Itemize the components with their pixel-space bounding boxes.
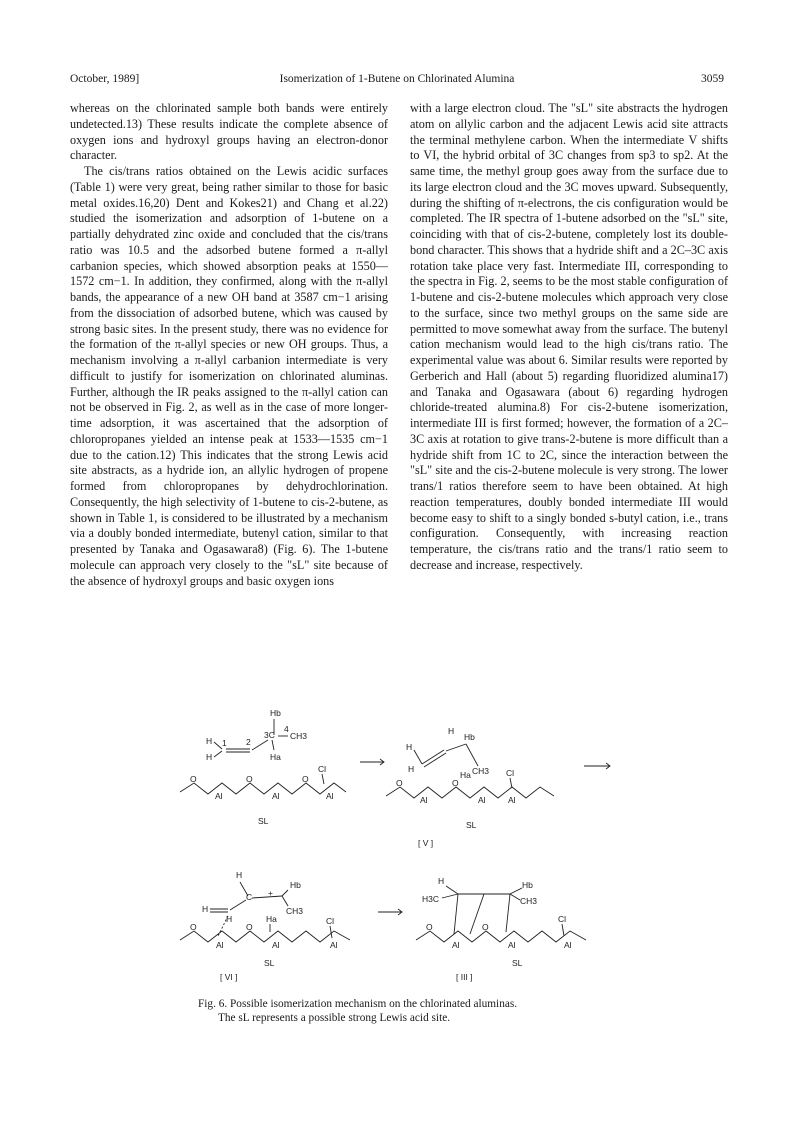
al-label: Al [216, 940, 224, 950]
mechanism-figure [170, 702, 640, 992]
structure-4 [416, 876, 586, 982]
struct1-c3-label: 3C [264, 730, 275, 740]
struct3-h-bottom: H [226, 914, 233, 924]
header-date: October, 1989] [70, 73, 140, 85]
struct1-c1-label: 1 [222, 738, 227, 748]
intermediate-iii-label: [ III ] [456, 972, 473, 982]
al-label: Al [272, 940, 280, 950]
struct2-h-top: H [448, 726, 455, 736]
al-label: Al [330, 940, 338, 950]
o-label: O [246, 922, 253, 932]
al-label: Al [564, 940, 572, 950]
right-paragraph-1: with a large electron cloud. The "sL" site abstracts the hydrogen atom on allylic carbon and the adjacent Lewis acid site attracts the terminal methylene carbon. When the intermediate V shifts to VI, the hybrid orbital of 3C changes from sp3 to sp2. At the same time, the methyl group goes away from the surface due to its large electron cloud and the 3C moves upward. Subsequently, during the shifting of π-electrons, the cis configuration would be completed. The IR spectra of 1-butene adsorbed on the "sL" site, coinciding with that of cis-2-butene, completely lost its double-bond character. This shows that a hydride shift and a 2C–3C axis rotation take place very fast. Intermediate III, corresponding to the spectra in Fig. 2, seems to be the most stable configuration of 1-butene and cis-2-butene molecules which approach very close to the surface, since two methyl groups on the same side are permitted to move somewhat away from the surface. The butenyl cation mechanism would lead to the high cis/trans ratio. The experimental value was about 6. Similar results were reported by Gerberich and Hall (about 5) regarding fluoridized alumina17) and Tanaka and Ogasawara (about 6) regarding hydrogen chloride-treated alumina.8) For cis-2-butene isomerization, intermediate III is first formed; however, the formation of a 2C–3C axis at rotation to give trans-2-butene is more difficult than a hydride shift from 1C to 2C, since the interaction between the "sL" site and the cis-2-butene molecule is very strong. The lower trans/1 ratios therefore seem to have been obtained. At high reaction temperatures, doubly bonded intermediate III would become easy to shift to a singly bonded s-butyl cation, i.e., trans configuration. Consequently, with increasing reaction temperature, the cis/trans ratio and the trans/1 ratio seem to decrease and increase, respectively. [410, 101, 728, 572]
struct3-cl: Cl [326, 916, 335, 926]
al-label: Al [508, 795, 516, 805]
o-label: O [452, 778, 459, 788]
struct1-h-bottom: H [206, 752, 213, 762]
al-label: Al [452, 940, 460, 950]
arrow-1 [360, 759, 384, 765]
struct2-hb-label: Hb [464, 732, 475, 742]
arrow-3 [378, 909, 402, 915]
o-label: O [482, 922, 489, 932]
struct1-c2-label: 2 [246, 737, 251, 747]
struct4-h3c: H3C [422, 894, 440, 904]
struct3-h-left: H [202, 904, 209, 914]
struct2-cl: Cl [506, 768, 515, 778]
o-label: O [246, 774, 253, 784]
figure-caption [198, 997, 618, 1025]
struct3-plus: + [268, 888, 273, 898]
o-label: O [426, 922, 433, 932]
struct3-ch3: CH3 [286, 906, 304, 916]
struct2-h-left: H [406, 742, 413, 752]
struct2-ch3: CH3 [472, 766, 490, 776]
left-paragraph-2: The cis/trans ratios obtained on the Lewis acidic surfaces (Table 1) were very great, being rather similar to those for basic metal oxides.16,20) Dent and Kokes21) and Chang et al.22) studied the isomerization and adsorption of 1-butene on a partially dehydrated zinc oxide and concluded that the cis/trans ratio was 10.5 and the adsorbed butene formed a π-allyl carbanion species, which showed absorption peaks at 1550—1572 cm−1. In addition, they confirmed, along with the π-allyl bands, the appearance of a new OH band at 3587 cm−1 arising from the dissociation of adsorbed butene, which was caused by strong basic sites. In the present study, there was no evidence for the formation of the π-allyl species or new OH groups. Thus, a mechanism involving a π-allyl carbanion intermediate is very difficult to justify for isomerization on chlorinated aluminas. Further, although the IR peaks assigned to the π-allyl cation can not be observed in Fig. 2, as well as in the case of more longer-time adsorption, it was ascertained that the adsorption of chloropropanes yielded an intense peak at 1533—1535 cm−1 due to the cation.12) This indicates that the strong Lewis acid site abstracts, as a hydride ion, an allylic hydrogen of propene formed from chloropropanes by dehydrochlorination. Consequently, the high selectivity of 1-butene to cis-2-butene, as shown in Table 1, is considered to be illustrated by a mechanism via a doubly bonded intermediate, butenyl cation, similar to that presented by Tanaka and Ogasawara8) (Fig. 6). The 1-butene molecule can approach very closely to the "sL" site because of the absence of hydroxyl groups and basic oxygen ions [70, 164, 388, 588]
al-label: Al [508, 940, 516, 950]
o-label: O [302, 774, 309, 784]
left-paragraph-1: whereas on the chlorinated sample both bands were entirely undetected.13) These results indicate the complete absence of oxygen ions and hydroxyl groups having an electron-donor character. [70, 101, 388, 163]
al-label: Al [420, 795, 428, 805]
caption-line-2: The sL represents a possible strong Lewis acid site. [218, 1012, 451, 1024]
struct1-cl: Cl [318, 764, 327, 774]
struct1-hb-label: Hb [270, 708, 281, 718]
struct3-hb-label: Hb [290, 880, 301, 890]
structure-2 [386, 726, 554, 848]
right-column [410, 101, 728, 574]
header-title: Isomerization of 1-Butene on Chlorinated Alumina [279, 73, 515, 85]
struct4-sl-label: SL [512, 958, 523, 968]
struct3-ha-label: Ha [266, 914, 277, 924]
caption-line-1: Fig. 6. Possible isomerization mechanism on the chlorinated aluminas. [198, 998, 518, 1010]
al-label: Al [326, 791, 334, 801]
al-label: Al [215, 791, 223, 801]
mechanism-diagram [170, 702, 640, 992]
intermediate-v-label: [ V ] [418, 838, 434, 848]
running-header [70, 73, 724, 89]
structure-1 [180, 708, 346, 826]
struct4-cl: Cl [558, 914, 567, 924]
arrow-2 [584, 763, 610, 769]
struct4-ch3: CH3 [520, 896, 538, 906]
o-label: O [190, 774, 197, 784]
page-number: 3059 [701, 73, 724, 85]
struct4-hb-label: Hb [522, 880, 533, 890]
struct4-h-left: H [438, 876, 445, 886]
left-column [70, 101, 388, 589]
struct1-c4-label: 4 [284, 724, 289, 734]
o-label: O [190, 922, 197, 932]
structure-3 [180, 870, 350, 982]
struct1-ha-label: Ha [270, 752, 281, 762]
o-label: O [396, 778, 403, 788]
intermediate-vi-label: [ VI ] [220, 972, 238, 982]
struct1-ch3: CH3 [290, 731, 308, 741]
struct2-h-left-bottom: H [408, 764, 415, 774]
struct3-sl-label: SL [264, 958, 275, 968]
struct2-sl-label: SL [466, 820, 477, 830]
al-label: Al [272, 791, 280, 801]
struct1-sl-label: SL [258, 816, 269, 826]
struct2-ha-label: Ha [460, 770, 471, 780]
struct1-h-top: H [206, 736, 213, 746]
struct3-c-label: C [246, 892, 253, 902]
al-label: Al [478, 795, 486, 805]
struct3-h-top: H [236, 870, 243, 880]
